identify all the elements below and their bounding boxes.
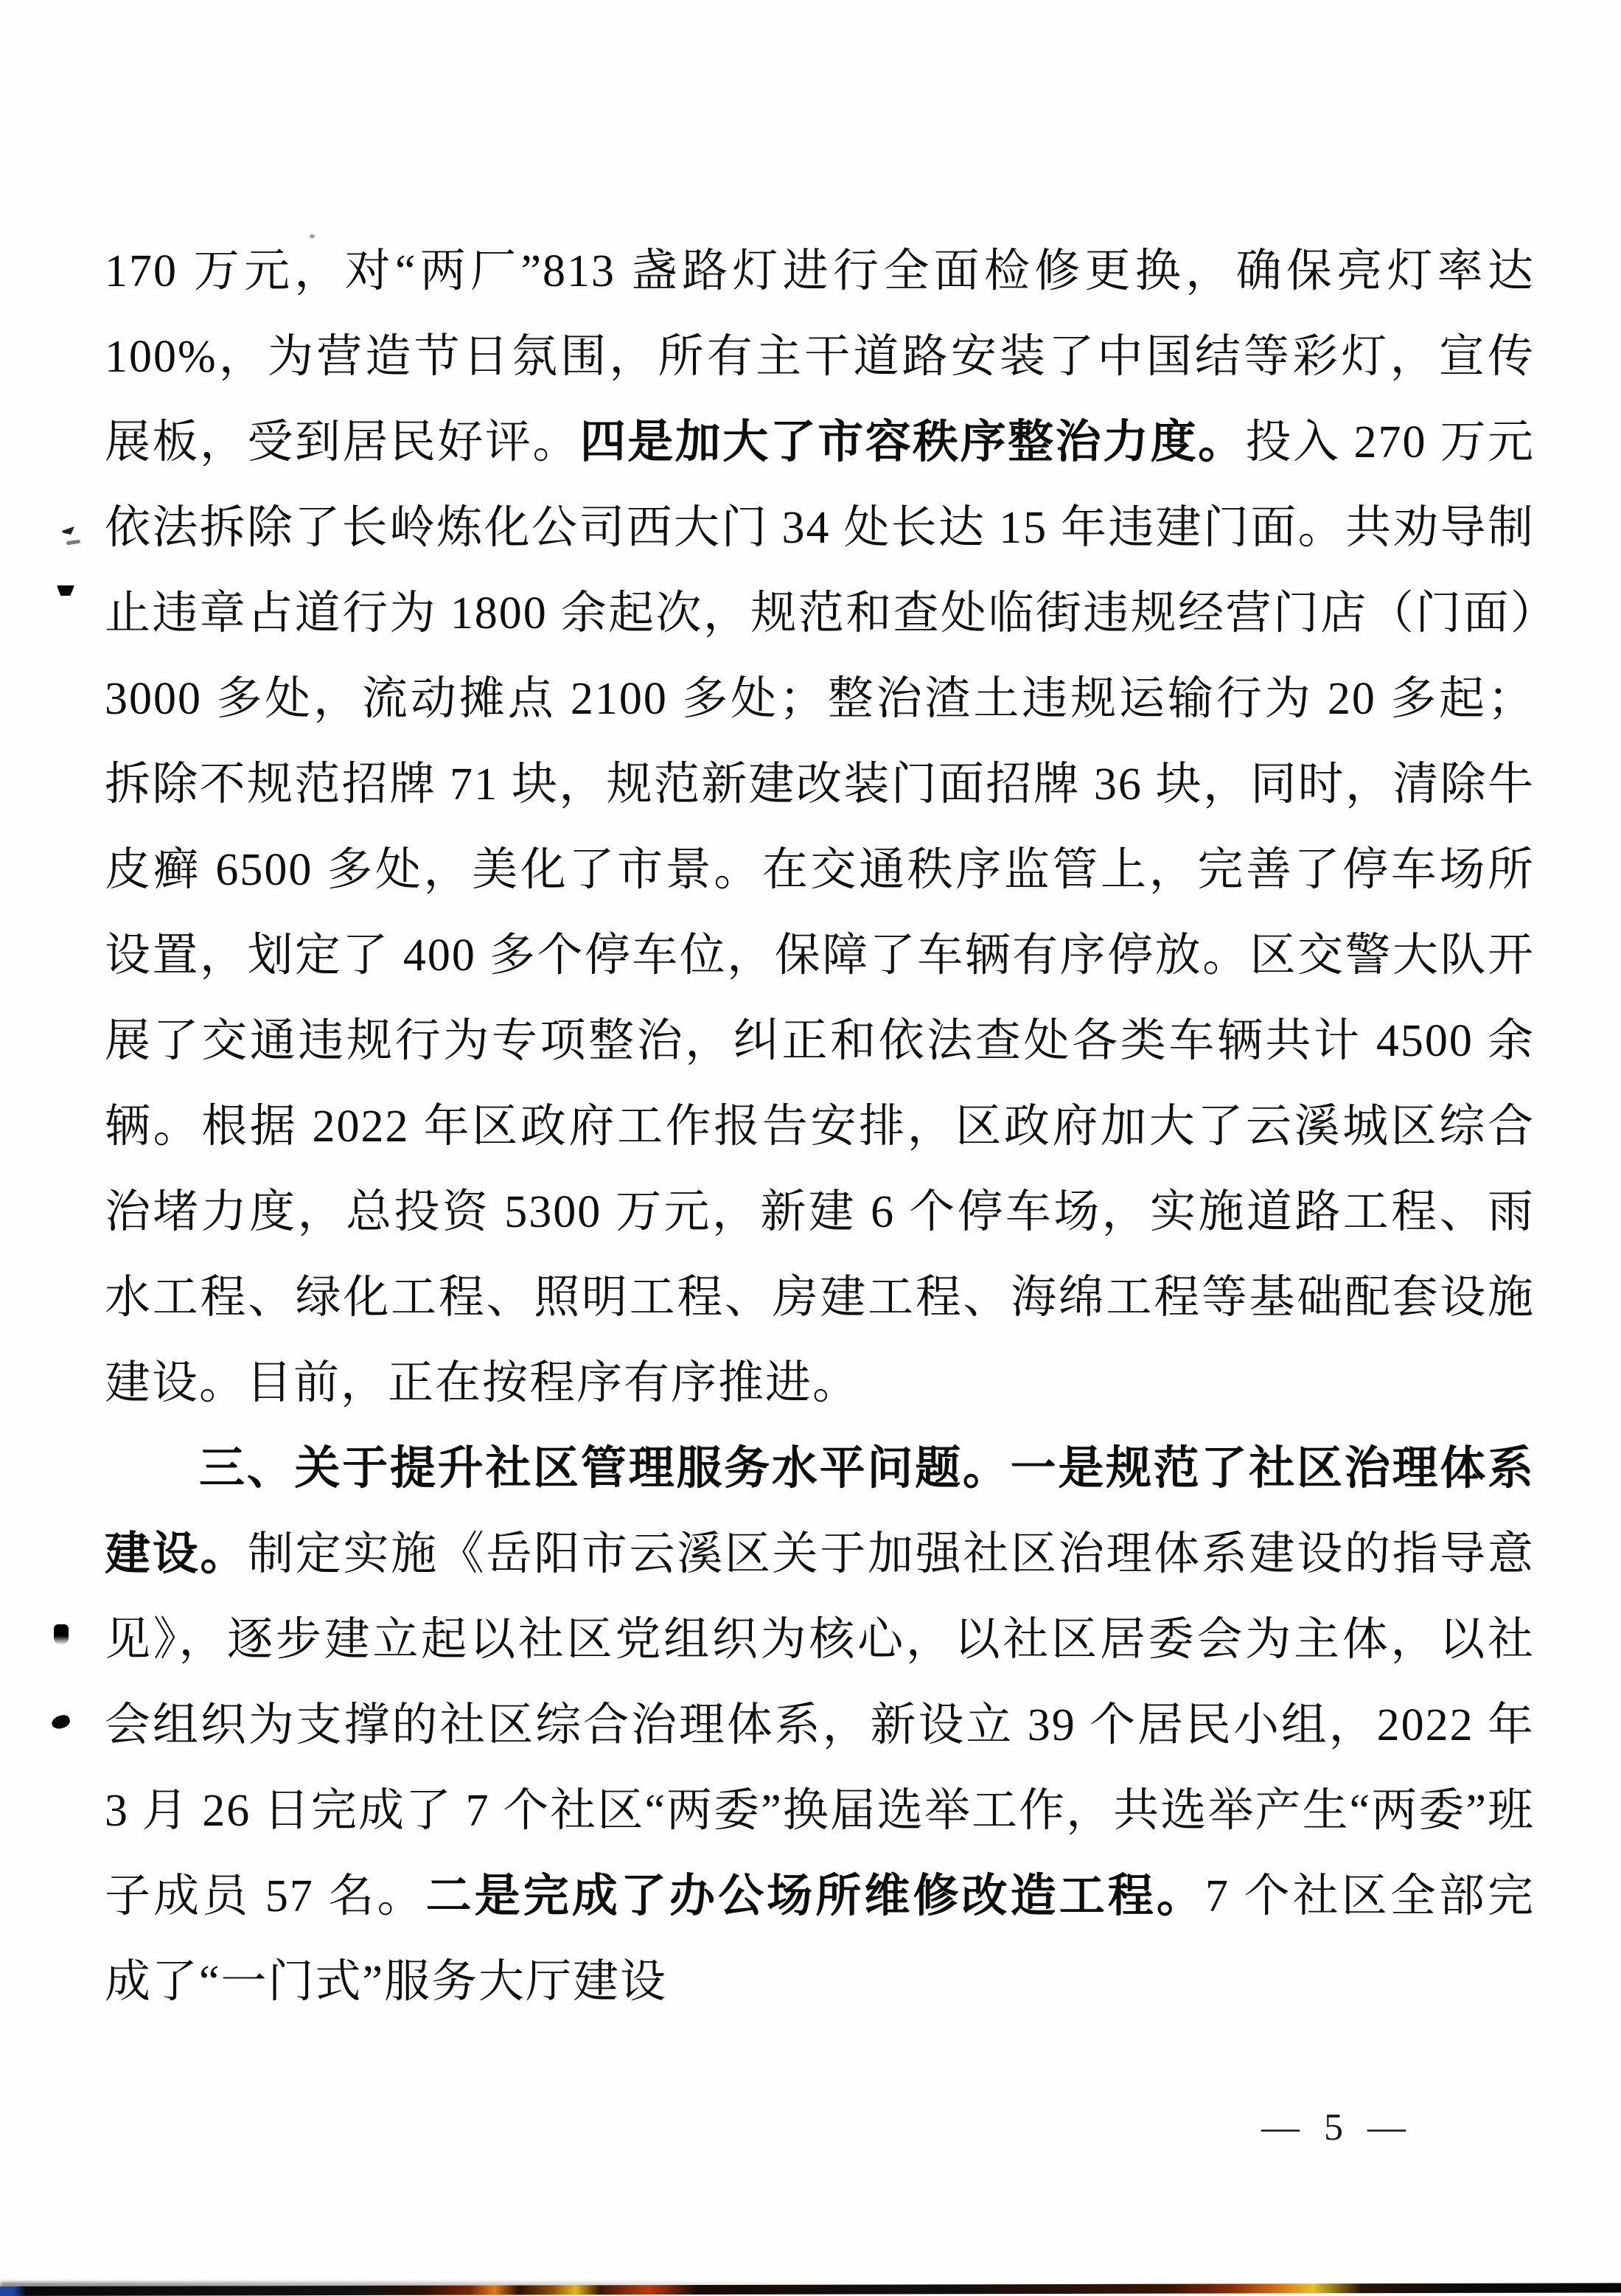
document-body-text: [105, 229, 1535, 2025]
ink-mark-blob: [50, 1714, 72, 1731]
text-run: 制定实施《岳阳市云溪区关于加强社区治理体系建设的指导意见》，逐步建立起以社区党组织为核心，以社区居委会为主体，以社会组织为支撑的社区综合治理体系，新设立 39 个居民小组，2022 年 3 月 26 日完成了 7 个社区“两委”换届选举工作，共选举产生“两委”班子成员 57 名。: [105, 1529, 1535, 1921]
ink-mark-blob: [54, 1624, 69, 1645]
paragraph: [105, 229, 1535, 1426]
text-run: 170 万元，对“两厂”813 盏路灯进行全面检修更换，确保亮灯率达 100%，为营造节日氛围，所有主干道路安装了中国结等彩灯，宣传展板，受到居民好评。: [105, 246, 1535, 467]
bold-text-run: 三、关于提升社区管理服务水平问题。一是规范了社区治理体系建设。: [105, 1444, 1535, 1579]
paragraph: [105, 1426, 1535, 2025]
ink-speck: [310, 234, 315, 238]
ink-mark-dash: [66, 540, 81, 546]
text-run: 投入 270 万元依法拆除了长岭炼化公司西大门 34 处长达 15 年违建门面。共劝导制止违章占道行为 1800 余起次，规范和查处临街违规经营门店（门面）3000 多处，流动摊点 2100 多处；整治渣土违规运输行为 20 多起；拆除不规范招牌 71 块，规范新建改装门面招牌 36 块，同时，清除牛皮癣 6500 多处，美化了市景。在交通秩序监管上，完善了停车场所设置，划定了 400 多个停车位，保障了车辆有序停放。区交警大队开展了交通违规行为专项整治，纠正和依法查处各类车辆共计 4500 余辆。根据 2022 年区政府工作报告安排，区政府加大了云溪城区综合治堵力度，总投资 5300 万元，新建 6 个停车场，实施道路工程、雨水工程、绿化工程、照明工程、房建工程、海绵工程等基础配套设施建设。目前，正在按程序有序推进。: [105, 417, 1535, 1408]
bold-text-run: 四是加大了市容秩序整治力度。: [579, 417, 1246, 467]
bold-text-run: 二是完成了办公场所维修改造工程。: [425, 1871, 1205, 1921]
text-run: 7 个社区全部完成了“一门式”服务大厅建设: [105, 1871, 1535, 2007]
ink-mark-arrow: [62, 526, 74, 535]
page-number: — 5 —: [1261, 2107, 1413, 2149]
ink-mark-blob: [57, 585, 74, 596]
